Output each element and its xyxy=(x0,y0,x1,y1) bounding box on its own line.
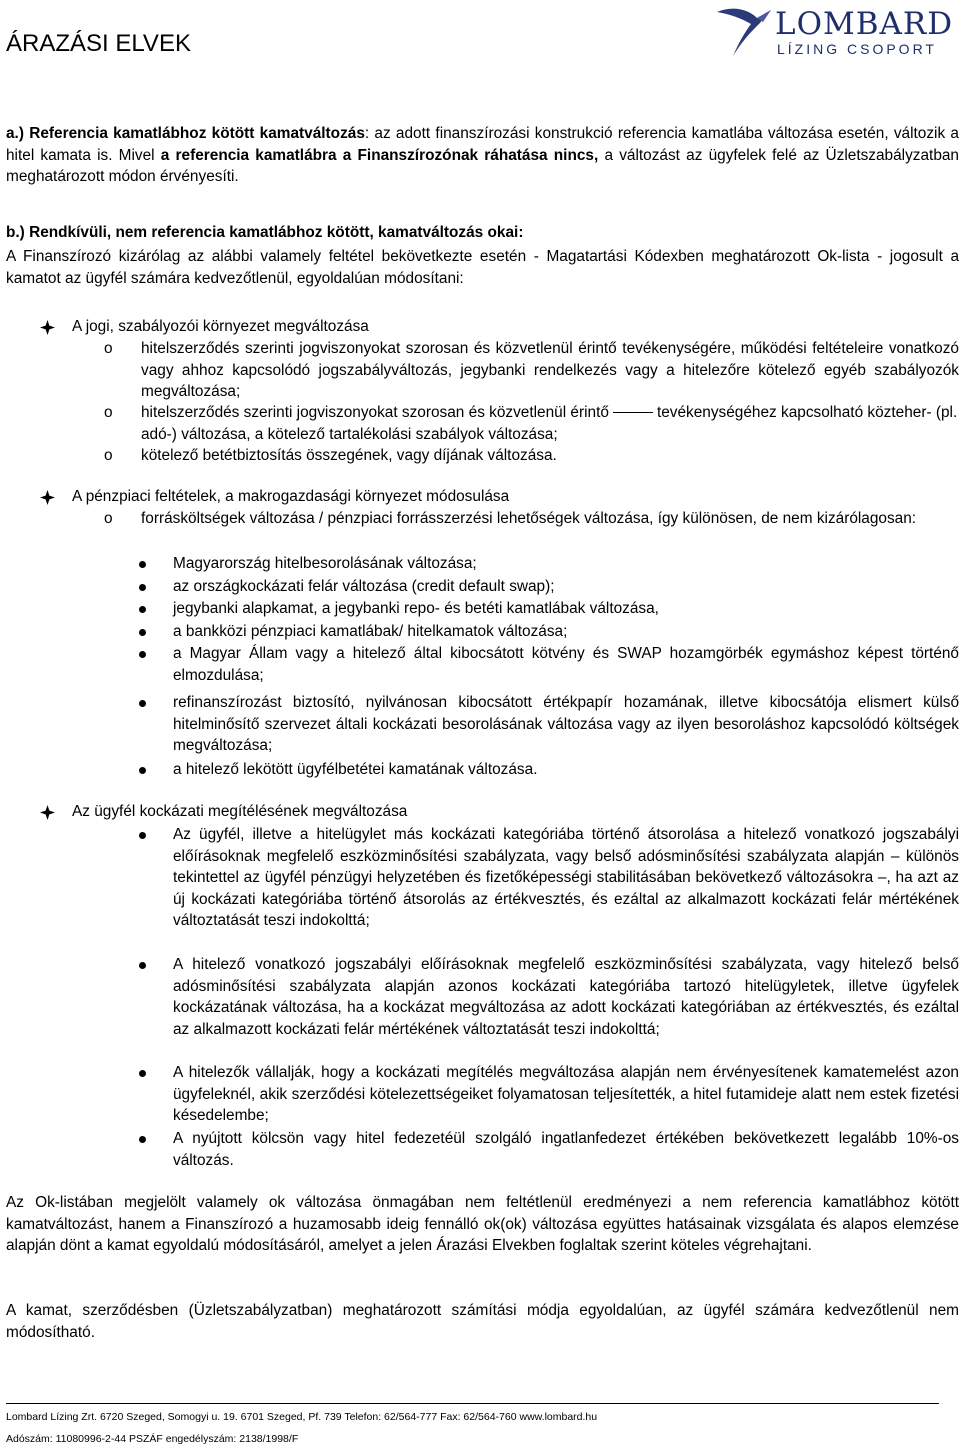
group2-title: A pénzpiaci feltételek, a makrogazdasági környezet módosulása xyxy=(72,488,510,505)
group2-bullet-7: a hitelező lekötött ügyfélbetétei kamatának változása. xyxy=(173,761,538,778)
group1-item-2: hitelszerződés szerinti jogviszonyokat szorosan és közvetlenül érintő tevékenységéhez kapcsolható közteher- (pl. adó-) változása, a kötelező tartalékolási szabályok változása; xyxy=(141,404,958,443)
group2-bullet-3: jegybanki alapkamat, a jegybanki repo- és betéti kamatlábak változása, xyxy=(173,600,659,617)
bullet-dot-icon xyxy=(139,561,146,568)
bullet-dot-icon xyxy=(139,606,146,613)
section-a-text-2: a változást az ügyfelek felé az Üzletszabályzatban meghatározott módon érvényesíti. xyxy=(6,146,959,185)
logo-swoosh-icon xyxy=(713,4,773,60)
group3-bullet-2: A hitelező vonatkozó jogszabályi előírásoknak megfelelő eszközminősítési szabályzata, vagy hitelező belső adósminősítési szabályzata alapján azonos kockázati kategóriába tartozó hitelügyletek, illetve ügyfelek kockázatának változása, ha a kockázat megváltozása az adott kockázati kategóriában az értékvesztés, és ezáltal az alkalmazott kockázati felár mértékének változtatását teszi indokolttá; xyxy=(173,956,959,1038)
bullet-dot-icon xyxy=(139,767,146,774)
page-title: ÁRAZÁSI ELVEK xyxy=(6,30,191,57)
diamond-bullet-icon xyxy=(40,490,55,505)
company-logo xyxy=(713,2,958,62)
diamond-bullet-icon xyxy=(40,805,55,820)
group2-bullet-6: refinanszírozást biztosító, nyilvánosan kibocsátott értékpapír hozamának, illetve kibocsátója elismert külső hitelminősítő szervezet általi kockázati besorolásának változása vagy az ilyen besoroláshoz kapcsolódó költségek megváltozása; xyxy=(173,694,959,754)
logo-tagline: LÍZING CSOPORT xyxy=(777,41,937,57)
section-b-heading: b.) Rendkívüli, nem referencia kamatlábhoz kötött, kamatváltozás okai: xyxy=(6,224,524,241)
circle-bullet-icon: o xyxy=(104,510,113,527)
logo-wordmark: LOMBARD xyxy=(775,6,954,42)
section-a-text: : az adott finanszírozási konstrukció referencia kamatlába változása esetén, változik a hitel kamata is. Mivel xyxy=(6,125,959,164)
group1-title: A jogi, szabályozói környezet megváltozása xyxy=(72,318,369,335)
diamond-bullet-icon xyxy=(40,320,55,335)
dash-line xyxy=(613,412,653,413)
section-a-heading: a.) Referencia kamatlábhoz kötött kamatváltozás xyxy=(6,125,365,142)
group2-bullet-5: a Magyar Állam vagy a hitelező által kibocsátott kötvény és SWAP hozamgörbék egymáshoz képest történő elmozdulása; xyxy=(173,645,959,684)
circle-bullet-icon: o xyxy=(104,404,113,421)
bullet-dot-icon xyxy=(139,1136,146,1143)
section-a-bold: a referencia kamatlábra a Finanszírozónak ráhatása nincs, xyxy=(160,146,599,164)
group1-item-1: hitelszerződés szerinti jogviszonyokat szorosan és közvetlenül érintő tevékenységére, működési feltételeire vonatkozó vagy ahhoz kapcsolódó jogszabályváltozás, jegybanki rendelkezés vagy a hitelezőre kötelező egyéb szabályozók megváltozása; xyxy=(141,340,959,400)
bullet-dot-icon xyxy=(139,962,146,969)
footer-registration: Adószám: 11080996-2-44 PSZÁF engedélyszám: 2138/1998/F xyxy=(6,1433,299,1445)
bullet-dot-icon xyxy=(139,832,146,839)
group3-bullet-1: Az ügyfél, illetve a hitelügylet más kockázati kategóriába történő átsorolása a hitelező vonatkozó jogszabályi előírásoknak megfelelő eszközminősítési szabályzata, vagy belső adósminősítési szabályzata alapján – különös tekintettel az ügyfél pénzügyi helyzetében és fizetőképességi stabilitásában bekövetkező változásokra –, ha azt az új kockázati kategóriába történő átsorolás az értékvesztés, és ezáltal az alkalmazott kockázati felár mértékének változtatását teszi indokolttá; xyxy=(173,826,959,929)
footer-address: Lombard Lízing Zrt. 6720 Szeged, Somogyi u. 19. 6701 Szeged, Pf. 739 Telefon: 62/564-777 Fax: 62/564-760 www.lombard.hu xyxy=(6,1411,598,1423)
bullet-dot-icon xyxy=(139,584,146,591)
group3-title: Az ügyfél kockázati megítélésének megváltozása xyxy=(72,803,408,820)
group3-bullet-3: A hitelezők vállalják, hogy a kockázati megítélés megváltozása alapján nem érvényesítenek kamatemelést azon ügyfeleknél, akik szerződési kötelezettségeiket folyamatosan teljesítették, a hitel futamideje alatt nem estek fizetési késedelembe; xyxy=(173,1064,959,1124)
bullet-dot-icon xyxy=(139,651,146,658)
bullet-dot-icon xyxy=(139,629,146,636)
section-b-intro: A Finanszírozó kizárólag az alábbi valamely feltétel bekövetkezte esetén - Magatartási Kódexben meghatározott Ok-lista - jogosult a kamatot az ügyfél számára kedvezőtlenül, egyoldalúan módosítani: xyxy=(6,248,959,287)
group2-bullet-4: a bankközi pénzpiaci kamatlábak/ hitelkamatok változása; xyxy=(173,623,568,640)
section-a xyxy=(6,123,959,188)
group2-o-item: forrásköltségek változása / pénzpiaci forrásszerzési lehetőségek változása, így különösen, de nem kizárólagosan: xyxy=(141,510,917,527)
circle-bullet-icon: o xyxy=(104,447,113,464)
group2-bullet-2: az országkockázati felár változása (credit default swap); xyxy=(173,578,555,595)
footer-divider xyxy=(6,1403,939,1404)
closing-paragraph-1: Az Ok-listában megjelölt valamely ok változása önmagában nem feltétlenül eredményezi a nem referencia kamatlábhoz kötött kamatváltozást, hanem a Finanszírozó a huzamosabb ideig fennálló ok(ok) változása együttes hatásainak vizsgálata és alapos elemzése alapján dönt a kamat egyoldalú módosításáról, amelyet a jelen Árazási Elvekben foglaltak szerint köteles végrehajtani. xyxy=(6,1194,959,1254)
group3-bullet-4: A nyújtott kölcsön vagy hitel fedezetéül szolgáló ingatlanfedezet értékében bekövetkezett legalább 10%-os változás. xyxy=(173,1130,959,1169)
bullet-dot-icon xyxy=(139,1070,146,1077)
group1-item-3: kötelező betétbiztosítás összegének, vagy díjának változása. xyxy=(141,447,557,464)
bullet-dot-icon xyxy=(139,700,146,707)
closing-paragraph-2: A kamat, szerződésben (Üzletszabályzatban) meghatározott számítási módja egyoldalúan, az ügyfél számára kedvezőtlenül nem módosítható. xyxy=(6,1302,959,1341)
circle-bullet-icon: o xyxy=(104,340,113,357)
group2-bullet-1: Magyarország hitelbesorolásának változása; xyxy=(173,555,477,572)
